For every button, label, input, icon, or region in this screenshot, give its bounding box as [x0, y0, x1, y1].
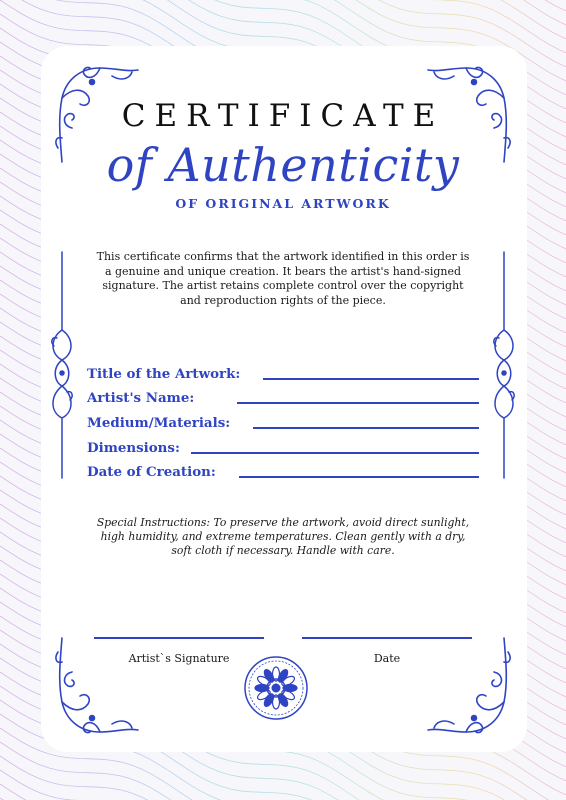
certificate-title: CERTIFICATE — [121, 98, 445, 134]
signature-label: Artist`s Signature — [128, 652, 230, 665]
certificate-script-title: of Authenticity — [106, 138, 460, 192]
intro-paragraph: This certificate confirms that the artwork identified in this order is a genuine and unique creation. It bears the artist's hand-signed signature. The artist retains complete control over the copyright and reproduction rights of the piece. — [96, 250, 470, 307]
field-line-medium[interactable] — [253, 427, 479, 429]
field-label-date-of-creation: Date of Creation: — [87, 464, 216, 480]
field-line-dimensions[interactable] — [191, 452, 479, 454]
special-instructions: Special Instructions: To preserve the artwork, avoid direct sunlight, high humidity, and extreme temperatures. Clean gently with a dry, soft cloth if necessary. Handle with care. — [96, 516, 470, 557]
signature-line[interactable] — [94, 637, 264, 639]
field-label-artist: Artist's Name: — [87, 390, 195, 406]
corner-flourish-icon — [418, 632, 514, 742]
date-label: Date — [373, 652, 401, 665]
mandala-seal-icon — [243, 655, 309, 721]
date-line[interactable] — [302, 637, 472, 639]
field-label-medium: Medium/Materials: — [87, 415, 231, 431]
field-line-date-of-creation[interactable] — [239, 476, 479, 478]
field-label-title: Title of the Artwork: — [87, 366, 241, 382]
corner-flourish-icon — [52, 632, 148, 742]
certificate-subtitle: OF ORIGINAL ARTWORK — [175, 196, 391, 211]
field-line-title[interactable] — [263, 378, 479, 380]
side-scroll-ornament-icon — [490, 250, 518, 480]
field-label-dimensions: Dimensions: — [87, 440, 180, 456]
field-line-artist[interactable] — [237, 402, 479, 404]
side-scroll-ornament-icon — [48, 250, 76, 480]
